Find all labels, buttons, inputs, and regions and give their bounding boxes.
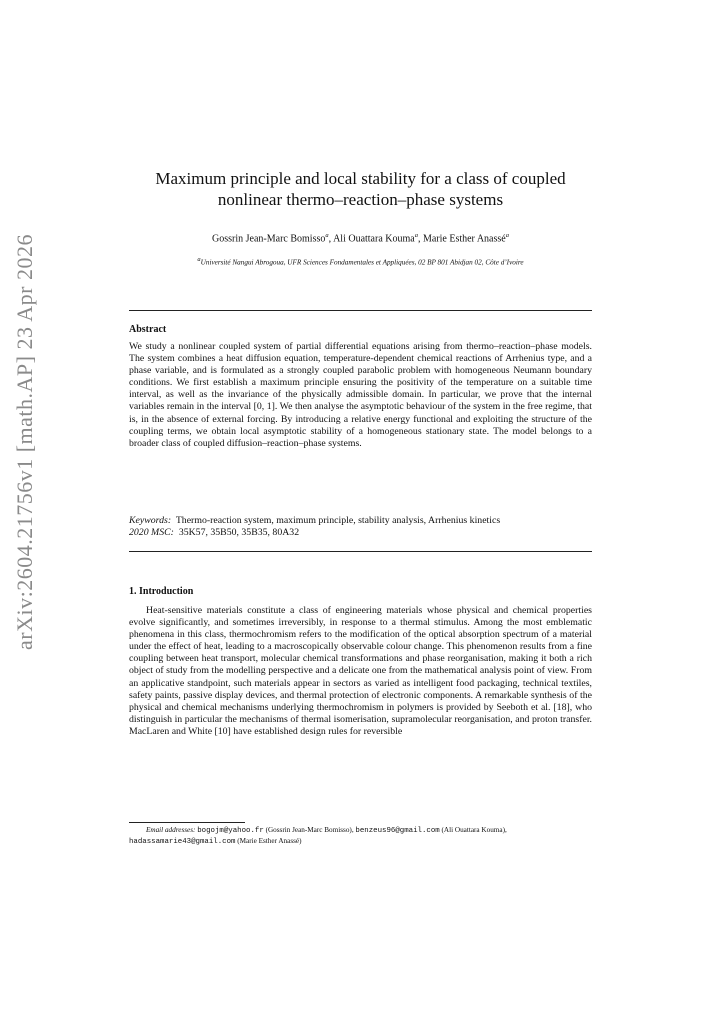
title-line-2: nonlinear thermo–reaction–phase systems: [217, 190, 504, 209]
email-owner: (Gossrin Jean-Marc Bomisso),: [263, 826, 356, 834]
author-separator: ,: [328, 233, 334, 245]
author-name: Gossrin Jean-Marc Bomisso: [212, 233, 326, 245]
author-name: Ali Ouattara Kouma: [333, 233, 415, 245]
email-address: bogojm@yahoo.fr: [197, 827, 264, 835]
affiliation-mark: a: [414, 232, 418, 239]
msc-line: [129, 527, 592, 539]
footnote-rule: [129, 822, 245, 823]
introduction-paragraph: Heat-sensitive materials constitute a class of engineering materials whose physical and chemical properties evolve significantly, and sometimes irreversibly, in response to a thermal stimulus. Among the most emblematic phenomena in this class, thermochromism refers to the modification of the optical absorption spectrum of a material under the effect of heat, leading to a macroscopically observable colour change. This phenomenon results from a fine coupling between heat transport, molecular chemical transformations and phase reorganisation, making it both a rich object of study from the modelling perspective and a delicate one from the mathematical analysis point of view. From an applicative standpoint, such materials appear in sectors as varied as intelligent food packaging, technical textiles, safety paints, passive display devices, and thermal protection of electronic components. A remarkable synthesis of the physical and chemical mechanisms underlying thermochromism in polymers is provided by Seeboth et al. [18], who distinguish in particular the mechanisms of thermal isomerisation, supramolecular reorganisation, and proton transfer. MacLaren and White [10] have established design rules for reversible: [129, 605, 592, 737]
abstract-bottom-rule: [129, 551, 592, 552]
keywords-line: [129, 515, 592, 527]
abstract-heading: Abstract: [129, 324, 167, 335]
email-owner: (Ali Ouattara Kouma),: [439, 826, 507, 834]
paper-title: [129, 168, 592, 210]
email-address: benzeus96@gmail.com: [355, 827, 440, 835]
email-owner: (Marie Esther Anassé): [235, 837, 302, 845]
affiliation: [129, 256, 592, 266]
abstract-body: We study a nonlinear coupled system of partial differential equations arising from thermo–reaction–phase models. The system combines a heat diffusion equation, temperature-dependent chemical reactions of Arrhenius type, and a phase variable, and is formulated as a strongly coupled parabolic problem with homogeneous Neumann boundary conditions. We first establish a maximum principle ensuring the positivity of the temperature on a suitable time interval, as well as the invariance of the physically admissible domain. In particular, we prove that the internal variables remain in the interval [0, 1]. We then analyse the asymptotic behaviour of the system in the free regime, that is, in the absence of external forcing. By introducing a relative energy functional and exploiting the structure of the coupling terms, we obtain local asymptotic stability of a homogeneous stationary state. The model belongs to a broader class of coupled diffusion–reaction–phase systems.: [129, 341, 592, 449]
title-line-1: Maximum principle and local stability for a class of coupled: [155, 169, 566, 188]
footnote-emails: [129, 825, 592, 847]
footnote-label: Email addresses:: [146, 826, 196, 834]
section-heading-introduction: 1. Introduction: [129, 586, 194, 597]
author-separator: ,: [417, 233, 423, 245]
arxiv-margin-identifier: arXiv:2604.21756v1 [math.AP] 23 Apr 2026: [12, 234, 37, 650]
affiliation-mark: a: [197, 256, 201, 263]
affiliation-text: Université Nangui Abrogoua, UFR Sciences Fondamentales et Appliquées, 02 BP 801 Abidjan 02, Côte d’Ivoire: [200, 258, 524, 267]
msc-codes: 35K57, 35B50, 35B35, 80A32: [178, 527, 300, 538]
keywords-label: Keywords:: [129, 515, 172, 526]
msc-label: 2020 MSC:: [129, 527, 174, 538]
keywords-text: Thermo-reaction system, maximum principle, stability analysis, Arrhenius kinetics: [175, 515, 501, 526]
affiliation-mark: a: [325, 232, 329, 239]
affiliation-mark: a: [505, 232, 509, 239]
email-address: hadassamarie43@gmail.com: [129, 838, 236, 846]
author-list: [129, 232, 592, 244]
abstract-top-rule: [129, 310, 592, 311]
author-name: Marie Esther Anassé: [422, 233, 506, 245]
